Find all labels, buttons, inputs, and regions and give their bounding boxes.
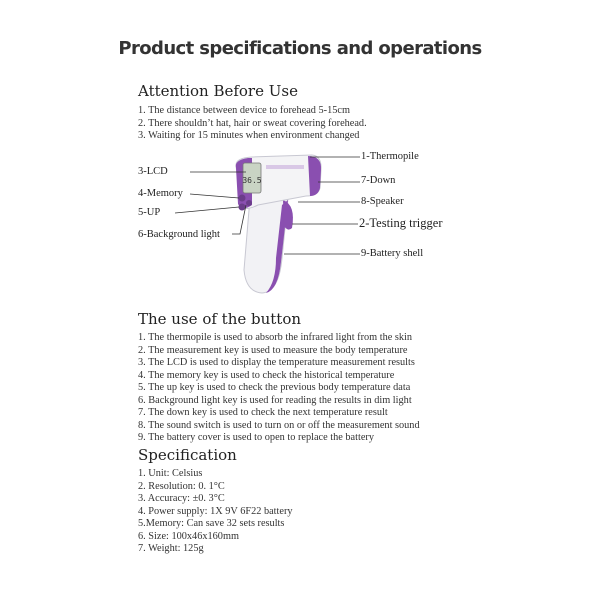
attention-item: 2. There shouldn’t hat, hair or sweat covering forehead. [138,117,367,129]
label-memory: 4-Memory [138,188,183,199]
buttons-heading: The use of the button [138,310,302,328]
label-background-light: 6-Background light [138,229,220,240]
up-button [239,204,246,211]
spec-item: 7. Weight: 125g [138,543,204,555]
page-title: Product specifications and operations [118,38,482,59]
spec-item: 2. Resolution: 0. 1°C [138,480,225,492]
label-down: 7-Down [361,175,396,186]
memory-button [239,195,246,202]
spec-item: 4. Power supply: 1X 9V 6F22 battery [138,505,293,517]
brand-stripe [266,165,304,169]
attention-heading: Attention Before Use [138,82,298,100]
label-up: 5-UP [138,207,161,218]
label-thermopile: 1-Thermopile [361,151,419,162]
attention-item: 3. Waiting for 15 minutes when environment changed [138,130,360,142]
spec-item: 5.Memory: Can save 32 sets results [138,518,285,530]
trigger-shape [283,200,293,230]
button-use-item: 6. Background light key is used for reading the results in dim light [138,394,412,406]
lcd-digits: 36.5 [242,176,262,185]
specification-list [138,468,293,556]
label-trigger: 2-Testing trigger [359,216,443,230]
label-battery: 9-Battery shell [361,248,424,259]
buttons-list [138,332,420,445]
button-use-item: 1. The thermopile is used to absorb the infrared light from the skin [138,332,413,343]
specification-heading: Specification [138,446,237,464]
button-use-item: 5. The up key is used to check the previous body temperature data [138,382,411,394]
label-lcd: 3-LCD [138,166,168,177]
button-use-item: 4. The memory key is used to check the historical temperature [138,369,395,381]
label-speaker: 8-Speaker [361,196,404,207]
light-button [246,200,252,206]
spec-item: 6. Size: 100x46x160mm [138,530,239,542]
button-use-item: 9. The battery cover is used to open to replace the battery [138,432,374,444]
button-use-item: 7. The down key is used to check the next temperature result [138,407,388,419]
spec-item: 1. Unit: Celsius [138,468,203,479]
sensor-cap [308,156,321,196]
spec-item: 3. Accuracy: ±0. 3°C [138,493,225,505]
attention-item: 1. The distance between device to forehead 5-15cm [138,105,350,116]
button-use-item: 3. The LCD is used to display the temperature measurement results [138,357,415,369]
button-use-item: 8. The sound switch is used to turn on or off the measurement sound [138,419,420,431]
button-use-item: 2. The measurement key is used to measure the body temperature [138,344,408,356]
